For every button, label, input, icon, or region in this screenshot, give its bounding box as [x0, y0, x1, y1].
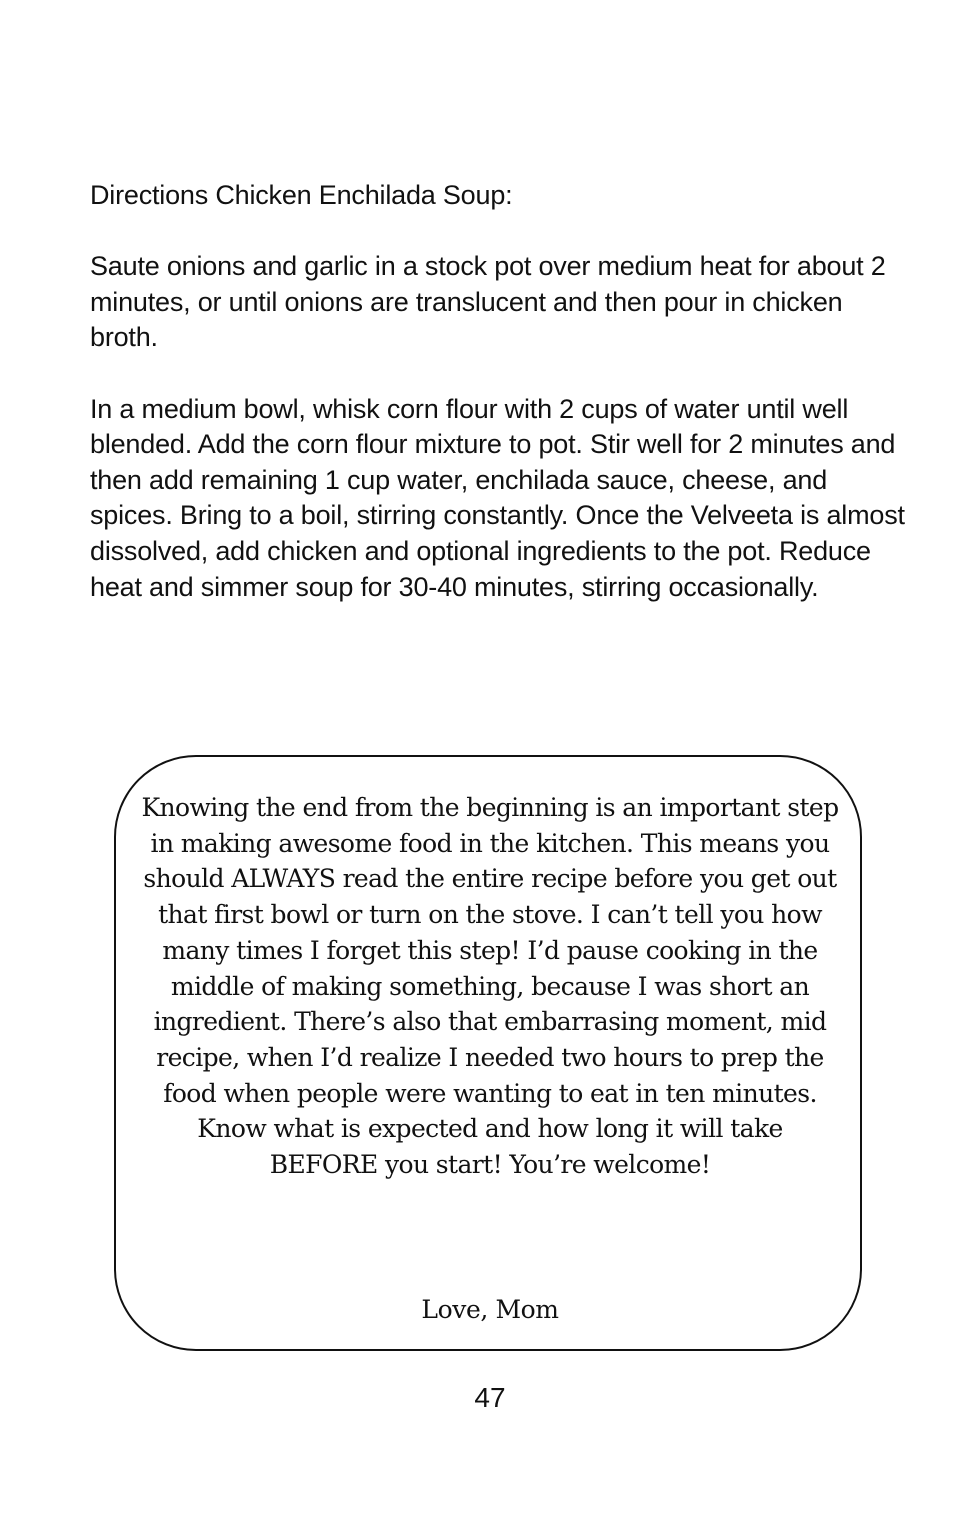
directions-step-2: In a medium bowl, whisk corn flour with 2 cups of water until well blended. Add the corn flour mixture to pot. Stir well for 2 minutes and then add remaining 1 cup water, enchilada sauce, cheese, and spices. Bring to a boil, stirring constantly. Once the Velveeta is almost dissolved, add chicken and optional ingredients to the pot. Reduce heat and simmer soup for 30-40 minutes, stirring occasionally. — [90, 393, 905, 602]
mom-tip-text — [140, 790, 840, 1183]
page-number: 47 — [474, 1382, 506, 1413]
directions-heading: Directions Chicken Enchilada Soup: — [90, 180, 513, 210]
recipe-directions — [90, 178, 910, 641]
directions-step-1: Saute onions and garlic in a stock pot over medium heat for about 2 minutes, or until onions are translucent and then pour in chicken broth. — [90, 251, 886, 353]
mom-tip-body: Knowing the end from the beginning is an important step in making awesome food in the kitchen. This means you should ALWAYS read the entire recipe before you get out that first bowl or turn on the stove. I can’t tell you how many times I forget this step! I’d pause cooking in the middle of making something, because I was short an ingredient. There’s also that embarrasing moment, mid recipe, when I’d realize I needed two hours to prep the food when people were wanting to eat in ten minutes. Know what is expected and how long it will take BEFORE you start! You’re welcome! — [141, 793, 839, 1180]
mom-signoff: Love, Mom — [421, 1295, 559, 1324]
